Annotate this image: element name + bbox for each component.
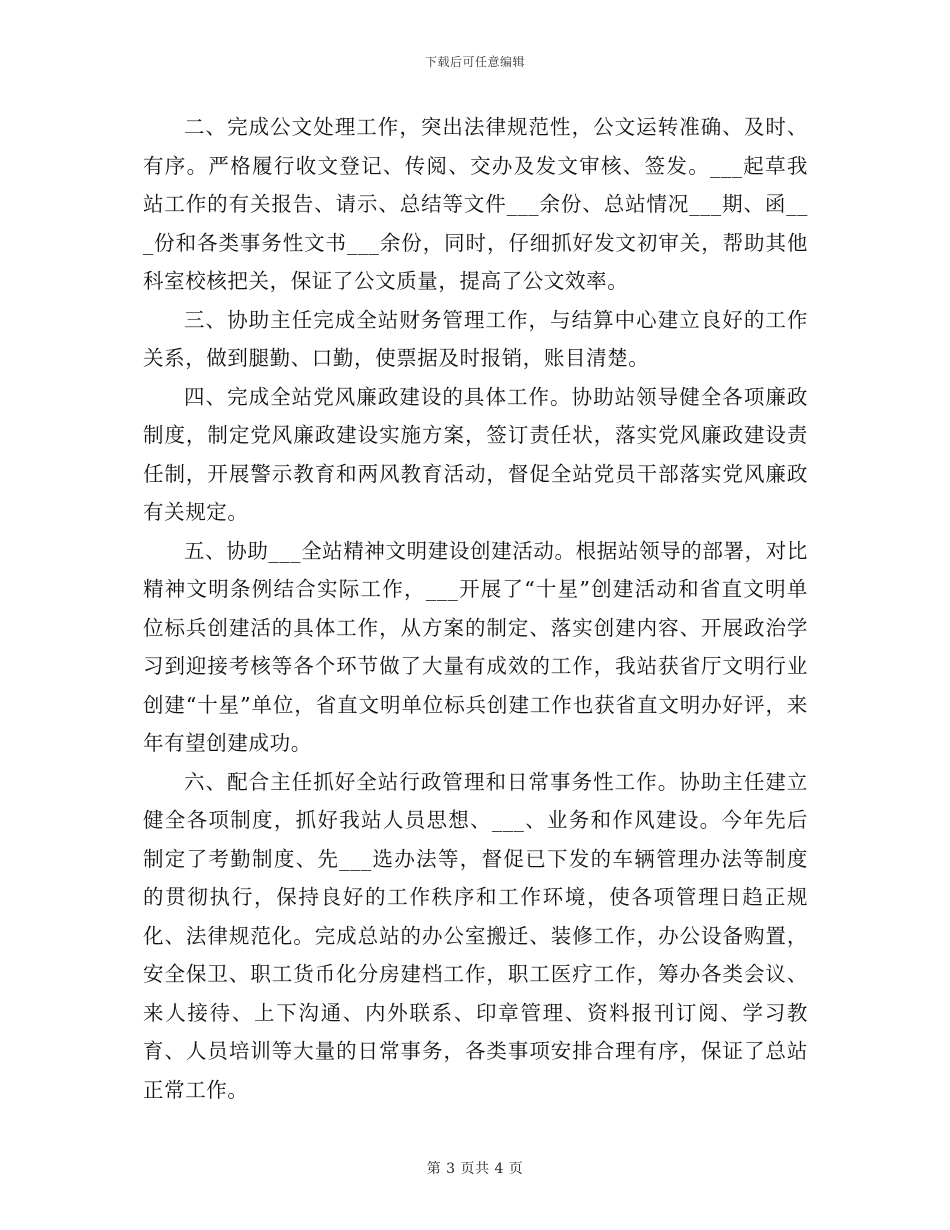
paragraph-4: 四、完成全站党风廉政建设的具体工作。协助站领导健全各项廉政制度，制定党风廉政建设实施方案，签订责任状，落实党风廉政建设责任制，开展警示教育和两风教育活动，督促全站党员干部落实党风廉政有关规定。 bbox=[143, 384, 808, 524]
paragraph-2: 二、完成公文处理工作，突出法律规范性，公文运转准确、及时、有序。严格履行收文登记、传阅、交办及发文审核、签发。___起草我站工作的有关报告、请示、总结等文件___余份、总站情况___期、函___份和各类事务性文书___余份，同时，仔细抓好发文初审关，帮助其他科室校核把关，保证了公文质量，提高了公文效率。 bbox=[143, 115, 808, 293]
page-header: 下载后可任意编辑 bbox=[424, 55, 525, 69]
paragraph-6: 六、配合主任抓好全站行政管理和日常事务性工作。协助主任建立健全各项制度，抓好我站人员思想、___、业务和作风建设。今年先后制定了考勤制度、先___选办法等，督促已下发的车辆管理办法等制度的贯彻执行，保持良好的工作秩序和工作环境，使各项管理日趋正规化、法律规范化。完成总站的办公室搬迁、装修工作，办公设备购置，安全保卫、职工货币化分房建档工作，职工医疗工作，筹办各类会议、来人接待、上下沟通、内外联系、印章管理、资料报刊订阅、学习教育、人员培训等大量的日常事务，各类事项安排合理有序，保证了总站正常工作。 bbox=[143, 769, 808, 1102]
document-body bbox=[143, 108, 808, 1109]
page-footer: 第 3 页共 4 页 bbox=[426, 1161, 524, 1177]
paragraph-3: 三、协助主任完成全站财务管理工作，与结算中心建立良好的工作关系，做到腿勤、口勤，使票据及时报销，账目清楚。 bbox=[143, 307, 808, 370]
paragraph-5: 五、协助___全站精神文明建设创建活动。根据站领导的部署，对比精神文明条例结合实际工作，___开展了“十星”创建活动和省直文明单位标兵创建活的具体工作，从方案的制定、落实创建内容、开展政治学习到迎接考核等各个环节做了大量有成效的工作，我站获省厅文明行业创建“十星”单位，省直文明单位标兵创建工作也获省直文明办好评，来年有望创建成功。 bbox=[143, 538, 808, 755]
